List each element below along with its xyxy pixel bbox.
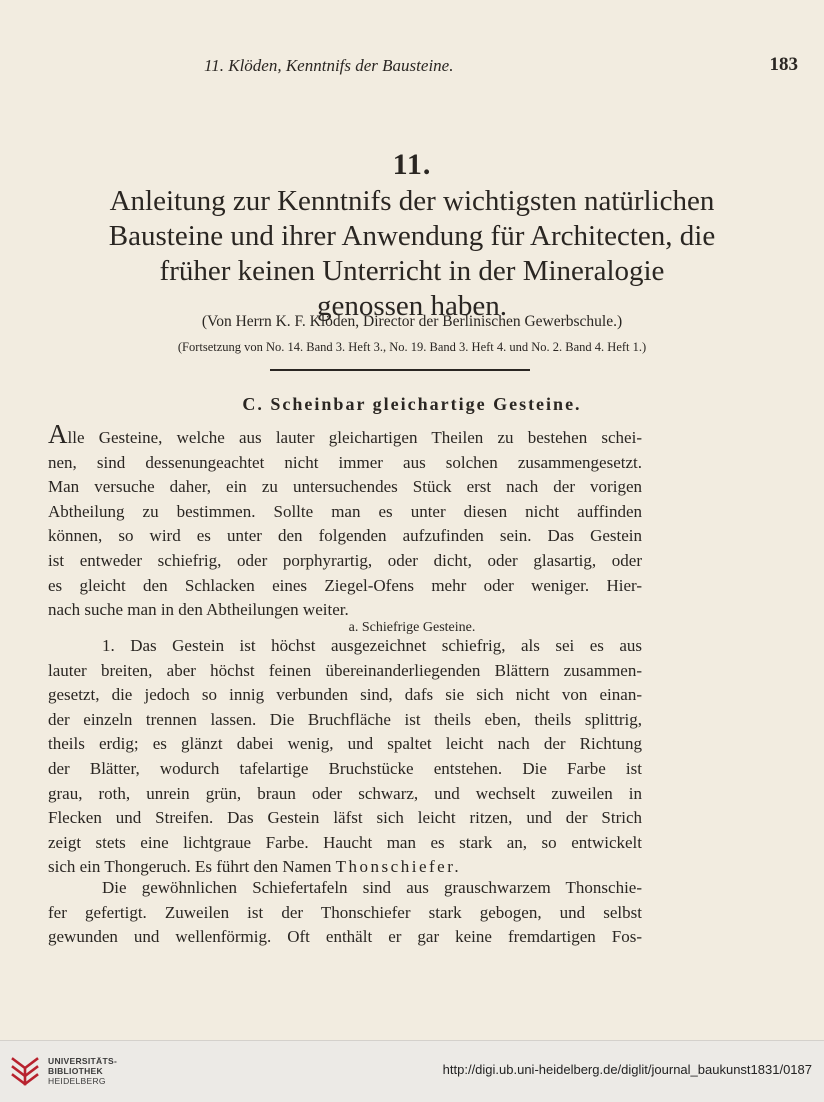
section-heading: C. Scheinbar gleichartige Gesteine. [242, 394, 582, 414]
term-thonschiefer: Thonschiefer. [335, 857, 462, 877]
source-url-link[interactable]: http://digi.ub.uni-heidelberg.de/diglit/journal_baukunst1831/0187 [442, 1062, 812, 1077]
text-line: nach suche man in den Abtheilungen weiter. [48, 600, 349, 620]
text-line: theils erdig; es glänzt dabei wenig, und spaltet leicht nach der Richtung [48, 734, 642, 754]
subheading: a. Schiefrige Gesteine. [348, 620, 476, 635]
text-line: gesetzt, die jedoch so innig verbunden sind, dafs sie sich nicht von einan- [48, 685, 642, 705]
chapter-number: 11. [392, 148, 432, 181]
university-library-logo-icon [10, 1055, 40, 1087]
continuation-note: (Fortsetzung von No. 14. Band 3. Heft 3., No. 19. Band 3. Heft 4. und No. 2. Band 4. Heft 1.) [177, 340, 647, 354]
text-line: fer gefertigt. Zuweilen ist der Thonschiefer stark gebogen, und selbst [48, 902, 642, 922]
text-line: der einzeln trennen lassen. Die Bruchfläche ist theils eben, theils splittrig, [48, 709, 642, 729]
text-line: der Blätter, wodurch tafelartige Bruchstücke entstehen. Die Farbe ist [48, 758, 642, 778]
text-line: Alle Gesteine, welche aus lauter gleichartigen Theilen zu bestehen schei- [48, 419, 642, 449]
title-line: genossen haben. [316, 290, 508, 322]
drop-cap: A [48, 419, 68, 449]
text-line: es gleicht den Schlacken eines Ziegel-Ofens mehr oder weniger. Hier- [48, 575, 642, 595]
paragraph-2 [48, 634, 642, 880]
text-line: gewunden und wellenförmig. Oft enthält er gar keine fremdartigen Fos- [48, 927, 642, 947]
running-head-text: 11. Klöden, Kenntnifs der Bausteine. [204, 56, 454, 75]
paragraph-1 [48, 419, 642, 623]
library-name: UNIVERSITÄTS- BIBLIOTHEK HEIDELBERG [48, 1056, 118, 1086]
running-head [48, 54, 798, 82]
text-line: Abtheilung zu bestimmen. Sollte man es unter diesen nicht auffinden [48, 501, 642, 521]
title-line: Bausteine und ihrer Anwendung für Architecten, die [108, 220, 716, 252]
paragraph-3 [48, 876, 642, 950]
text-line: grau, roth, unrein grün, braun oder schwarz, und wechselt zuweilen in [48, 783, 642, 803]
article-title [40, 184, 784, 324]
text-line: ist entweder schiefrig, oder porphyrartig, oder dicht, oder glasartig, oder [48, 550, 642, 570]
title-line: Anleitung zur Kenntnifs der wichtigsten natürlichen [109, 185, 715, 217]
text-line: nen, sind dessenungeachtet nicht immer aus solchen zusammengesetzt. [48, 452, 642, 472]
divider-rule [270, 369, 530, 371]
text-line: Flecken und Streifen. Das Gestein läfst sich leicht ritzen, und der Strich [48, 808, 642, 828]
text-line: Man versuche daher, ein zu untersuchendes Stück erst nach der vorigen [48, 477, 642, 497]
text-line: Die gewöhnlichen Schiefertafeln sind aus grauschwarzem Thonschie- [102, 878, 642, 897]
page-number: 183 [769, 54, 798, 75]
text-line: zeigt stets eine lichtgraue Farbe. Haucht man es stark an, so entwickelt [48, 832, 642, 852]
text-line: können, so wird es unter den folgenden aufzufinden sein. Das Gestein [48, 526, 642, 546]
text-line: sich ein Thongeruch. Es führt den Namen Thonschiefer. [48, 857, 462, 877]
byline: (Von Herrn K. F. Klöden, Director der Berlinischen Gewerbschule.) [201, 313, 623, 330]
footer-bar [0, 1040, 824, 1102]
text-line: lauter breiten, aber höchst feinen übereinanderliegenden Blättern zusammen- [48, 660, 642, 680]
text-line: 1. Das Gestein ist höchst ausgezeichnet schiefrig, als sei es aus [102, 636, 642, 655]
title-line: früher keinen Unterricht in der Mineralogie [159, 255, 665, 287]
